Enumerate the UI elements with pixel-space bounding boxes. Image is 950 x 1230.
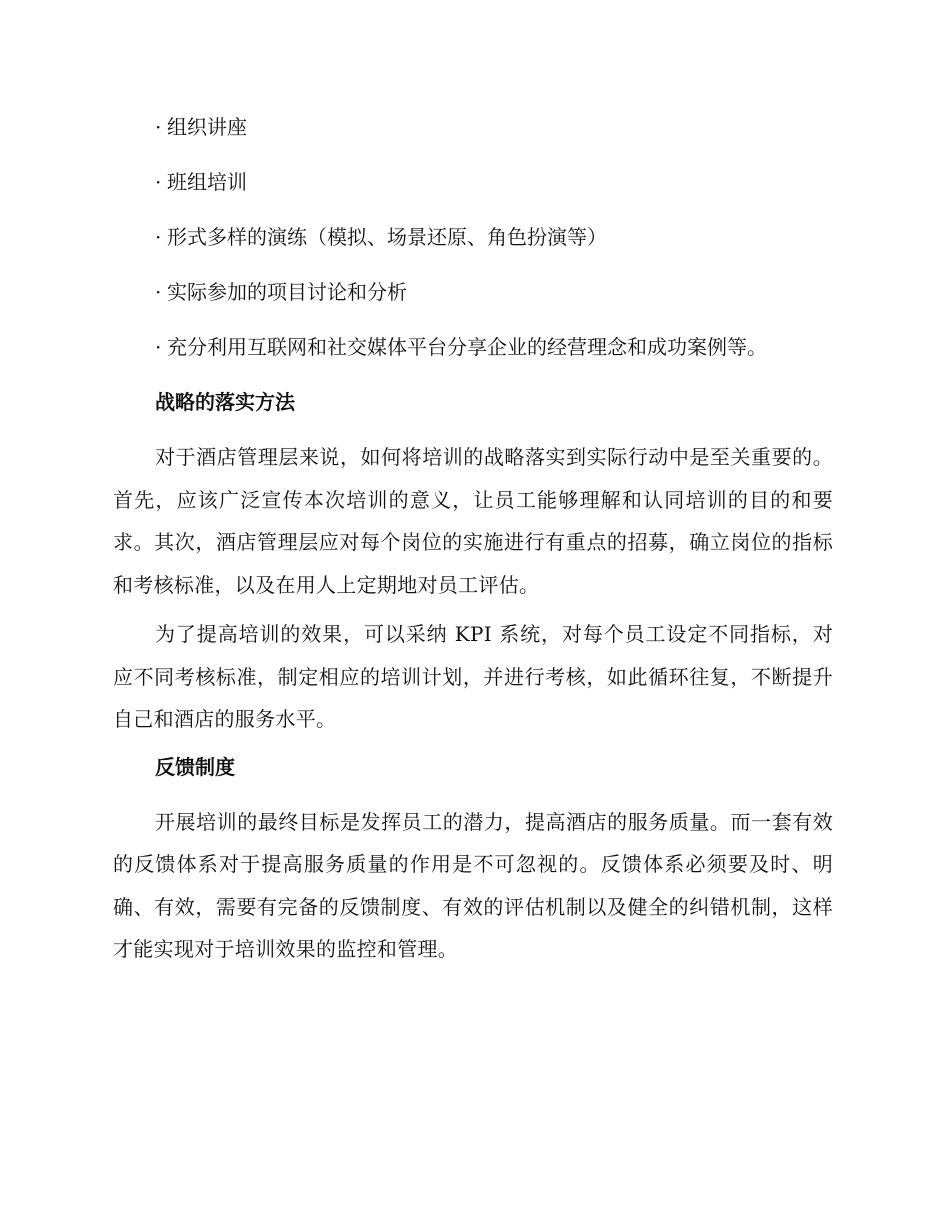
- list-item: [113, 218, 833, 256]
- list-item-text: 充分利用互联网和社交媒体平台分享企业的经营理念和成功案例等。: [167, 335, 767, 359]
- section-heading-feedback: 反馈制度: [155, 754, 235, 779]
- list-item-text: 班组培训: [167, 170, 247, 194]
- list-item-text: 形式多样的演练（模拟、场景还原、角色扮演等）: [167, 225, 607, 249]
- list-item-text: 组织讲座: [167, 115, 247, 139]
- list-item-text: 实际参加的项目讨论和分析: [167, 280, 407, 304]
- list-item: [113, 328, 833, 366]
- paragraph: 为了提高培训的效果，可以采纳 KPI 系统，对每个员工设定不同指标，对应不同考核标准，制定相应的培训计划，并进行考核，如此循环往复，不断提升自己和酒店的服务水平。: [113, 622, 833, 731]
- paragraph: 对于酒店管理层来说，如何将培训的战略落实到实际行动中是至关重要的。首先，应该广泛宣传本次培训的意义，让员工能够理解和认同培训的目的和要求。其次，酒店管理层应对每个岗位的实施进行有重点的招募，确立岗位的指标和考核标准，以及在用人上定期地对员工评估。: [113, 445, 833, 597]
- bullet-marker: ·: [155, 280, 162, 304]
- list-item: [113, 163, 833, 201]
- bullet-marker: ·: [155, 335, 162, 359]
- document-page: [113, 108, 833, 978]
- list-item: [113, 108, 833, 146]
- bullet-marker: ·: [155, 115, 162, 139]
- bullet-marker: ·: [155, 225, 162, 249]
- bullet-marker: ·: [155, 170, 162, 194]
- list-item: [113, 273, 833, 311]
- paragraph: 开展培训的最终目标是发挥员工的潜力，提高酒店的服务质量。而一套有效的反馈体系对于提高服务质量的作用是不可忽视的。反馈体系必须要及时、明确、有效，需要有完备的反馈制度、有效的评估机制以及健全的纠错机制，这样才能实现对于培训效果的监控和管理。: [113, 809, 833, 961]
- section-heading-strategy: 战略的落实方法: [155, 390, 295, 414]
